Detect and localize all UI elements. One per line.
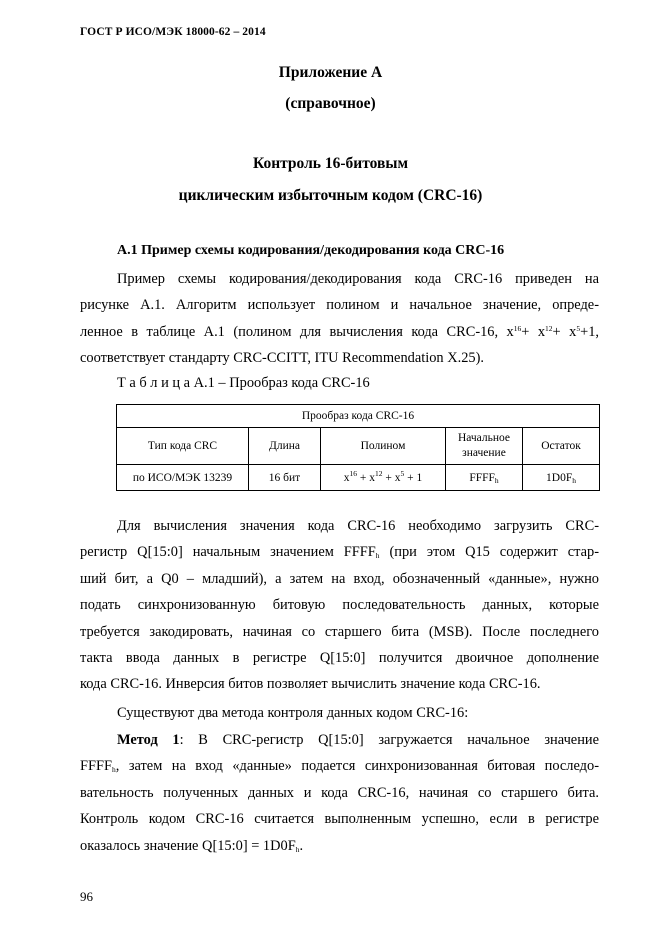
exponent: 12 [375, 468, 383, 478]
para4-line: вательность полученных данных и кода CRC-16, начиная со старшего бита. [80, 784, 599, 801]
para2-line: требуется закодировать, начиная со старшего бита (MSB). После последнего [80, 623, 599, 640]
para1-line: Пример схемы кодирования/декодирования кода CRC-16 приведен на [117, 271, 599, 287]
text: регистр Q[15:0] начальным значением FFFF [80, 544, 376, 561]
method-label: Метод 1 [117, 732, 180, 748]
para4-line [80, 833, 599, 859]
para2-line: такта ввода данных в регистре Q[15:0] получится двоичное дополнение [80, 650, 599, 667]
para1-line-formula [80, 319, 599, 345]
para1-line: соответствует стандарту CRC-CCITT, ITU Recommendation X.25). [80, 350, 484, 367]
exponent: 5 [576, 323, 581, 333]
para4-line [80, 727, 599, 753]
crc-table [116, 404, 600, 491]
text: , затем на вход «данные» подается синхронизованная битовая последо- [115, 758, 599, 775]
para4-line: Контроль кодом CRC-16 считается выполненным успешно, если в регистре [80, 811, 599, 828]
para2-line: кода CRC-16. Инверсия битов позволяет вычислить значение кода CRC-16. [80, 676, 541, 693]
para2-line [80, 539, 599, 565]
text: FFFF [469, 471, 495, 484]
exponent: 16 [513, 323, 522, 333]
subscript: h [494, 475, 499, 485]
para3-line: Существуют два метода контроля данных кодом CRC-16: [117, 705, 469, 721]
subscript: h [295, 844, 300, 854]
text: + x [521, 323, 546, 340]
header-text: значение [462, 447, 506, 459]
para2-line: Для вычисления значения кода CRC-16 необходимо загрузить CRC- [117, 518, 599, 534]
text: + x [552, 323, 577, 340]
cell-type: по ИСО/МЭК 13239 [117, 465, 249, 491]
text: . [299, 837, 304, 854]
cell-initial-value [446, 465, 523, 491]
text: + x [357, 471, 375, 484]
exponent: 12 [545, 323, 553, 333]
table-caption: Т а б л и ц а А.1 – Прообраз кода CRC-16 [117, 375, 370, 391]
text: x [343, 471, 350, 484]
cell-remainder [523, 465, 600, 491]
text: 1D0F [546, 471, 573, 484]
cell-length: 16 бит [249, 465, 321, 491]
subscript: h [112, 765, 116, 775]
paragraph-3 [80, 700, 599, 726]
heading-line-1: Контроль 16-битовым [252, 155, 409, 172]
col-header-poly: Полином [321, 428, 446, 465]
subscript: h [375, 551, 380, 561]
text: FFFF [80, 758, 113, 775]
para4-line [80, 753, 599, 779]
text: оказалось значение Q[15:0] = 1D0F [80, 837, 296, 854]
page-number: 96 [80, 889, 93, 904]
text: : В CRC-регистр Q[15:0] загружается начальное значение [179, 732, 599, 748]
paragraph-4 [80, 727, 599, 859]
cell-polynomial [321, 465, 446, 491]
col-header-length: Длина [249, 428, 321, 465]
text: (при этом Q15 содержит стар- [379, 544, 599, 561]
appendix-subtitle: (справочное) [285, 95, 376, 112]
exponent: 5 [400, 468, 405, 478]
para2-line: подать синхронизованную битовую последовательность данных, которые [80, 597, 599, 614]
heading-line-2: циклическим избыточным кодом (CRC-16) [178, 187, 483, 204]
text: + 1 [404, 471, 423, 484]
table-title: Прообраз кода CRC-16 [117, 405, 600, 428]
col-header-type: Тип кода CRC [117, 428, 249, 465]
exponent: 16 [349, 468, 357, 478]
text: +1, [580, 323, 599, 340]
para2-line: ший бит, а Q0 – младший), а затем на вход, обозначенный «данные», нужно [80, 570, 599, 587]
col-header-init [446, 428, 523, 465]
header-text: Начальное [457, 432, 511, 444]
col-header-remainder: Остаток [523, 428, 600, 465]
text: + x [382, 471, 401, 484]
subscript: h [572, 475, 576, 485]
appendix-title: Приложение А [278, 64, 383, 81]
document-header: ГОСТ Р ИСО/МЭК 18000-62 – 2014 [80, 26, 266, 38]
paragraph-1 [80, 266, 599, 372]
text: ленное в таблице А.1 (полином для вычисления кода CRC-16, x [80, 323, 514, 340]
paragraph-2 [80, 513, 599, 698]
section-title: А.1 Пример схемы кодирования/декодирования кода CRC-16 [117, 243, 505, 258]
para1-line: рисунке А.1. Алгоритм использует полином и начальное значение, опреде- [80, 297, 599, 314]
